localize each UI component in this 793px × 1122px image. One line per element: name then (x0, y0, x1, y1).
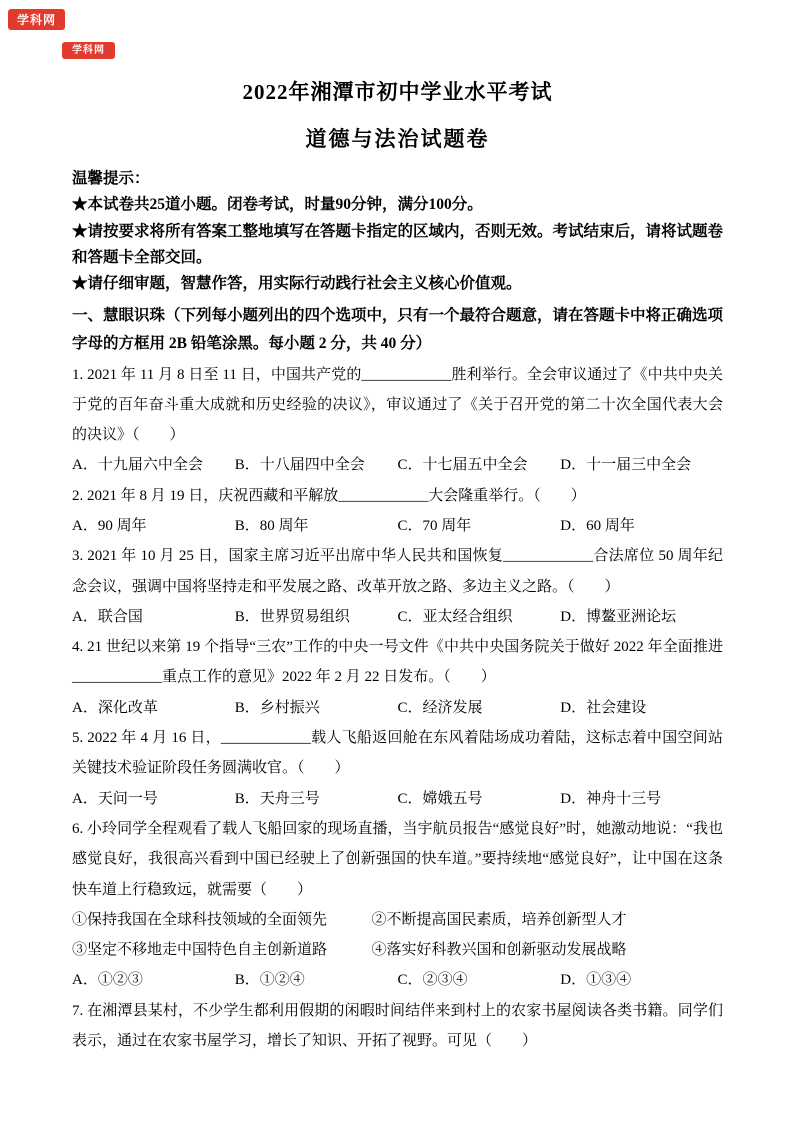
question-6-subitems-1 (72, 905, 723, 935)
exam-subtitle: 道德与法治试题卷 (305, 127, 490, 151)
notice-block (72, 166, 723, 298)
question-2-options (72, 511, 723, 541)
option-a: A．十九届六中全会 (72, 457, 203, 474)
question-6-stem: 6. 小玲同学全程观看了载人飞船回家的现场直播，当宇航员报告“感觉良好”时，她激动地说：“我也感觉良好，我很高兴看到中国已经驶上了创新强国的快车道。”要持续地“感觉良好”，让中国在这条快车道上行稳致远，就需要（ ） (72, 820, 723, 898)
option-c: C．70 周年 (397, 517, 472, 534)
option-b: B．80 周年 (234, 517, 309, 534)
option-a: A．联合国 (72, 608, 143, 625)
subitem-4: ④落实好科教兴国和创新驱动发展战略 (371, 942, 627, 959)
subitem-2: ②不断提高国民素质，培养创新型人才 (371, 911, 627, 928)
option-b: B．世界贸易组织 (234, 608, 350, 625)
section-heading: 一、慧眼识珠（下列每小题列出的四个选项中，只有一个最符合题意，请在答题卡中将正确选项字母的方框用 2B 铅笔涂黑。每小题 2 分，共 40 分） (72, 306, 724, 352)
option-d: D．60 周年 (560, 517, 635, 534)
option-d: D．神舟十三号 (560, 790, 662, 807)
question-2-stem: 2. 2021 年 8 月 19 日，庆祝西藏和平解放____________大会隆重举行。（ ） (72, 487, 586, 504)
option-c: C．亚太经合组织 (397, 608, 513, 625)
question-5-stem: 5. 2022 年 4 月 16 日，____________载人飞船返回舱在东风着陆场成功着陆，这标志着中国空间站关键技术验证阶段任务圆满收官。（ ） (72, 730, 723, 777)
option-c: C．十七届五中全会 (397, 457, 528, 474)
question-3 (72, 541, 723, 632)
option-b: B．乡村振兴 (234, 699, 320, 716)
option-c: C．经济发展 (397, 699, 483, 716)
option-d: D．博鳌亚洲论坛 (560, 608, 677, 625)
option-a: A．90 周年 (72, 517, 147, 534)
notice-heading: 温馨提示： (72, 170, 150, 187)
subitem-3: ③坚定不移地走中国特色自主创新道路 (72, 942, 328, 959)
question-3-stem: 3. 2021 年 10 月 25 日，国家主席习近平出席中华人民共和国恢复____________合法席位 50 周年纪念会议，强调中国将坚持走和平发展之路、改革开放之路、多边主义之路。（ ） (72, 548, 723, 595)
question-7 (72, 996, 723, 1057)
option-b: B．天舟三号 (234, 790, 320, 807)
question-5 (72, 723, 723, 814)
option-c: C．②③④ (397, 972, 468, 989)
question-3-options (72, 602, 723, 632)
subitem-1: ①保持我国在全球科技领域的全面领先 (72, 911, 328, 928)
question-1-stem: 1. 2021 年 11 月 8 日至 11 日，中国共产党的____________胜利举行。全会审议通过了《中共中央关于党的百年奋斗重大成就和历史经验的决议》，审议通过了《关于召开党的第二十次全国代表大会的决议》（ ） (72, 366, 723, 444)
questions-section (72, 360, 723, 1057)
option-d: D．社会建设 (560, 699, 647, 716)
question-2 (72, 481, 723, 542)
notice-item-3: ★请仔细审题，智慧作答，用实际行动践行社会主义核心价值观。 (72, 275, 522, 293)
option-d: D．十一届三中全会 (560, 457, 692, 474)
question-4-options (72, 693, 723, 723)
question-5-options (72, 784, 723, 814)
question-6-options (72, 965, 723, 995)
option-c: C．嫦娥五号 (397, 790, 483, 807)
exam-title: 2022年湘潭市初中学业水平考试 (242, 80, 553, 104)
option-b: B．①②④ (234, 972, 305, 989)
question-1-options (72, 450, 723, 480)
question-4-stem: 4. 21 世纪以来第 19 个指导“三农”工作的中央一号文件《中共中央国务院关于做好 2022 年全面推进____________重点工作的意见》2022 年 2 月 22 日发布。（ ） (72, 639, 723, 686)
notice-item-2: ★请按要求将所有答案工整地填写在答题卡指定的区域内，否则无效。考试结束后，请将试题卷和答题卡全部交回。 (72, 222, 724, 267)
red-stamp-secondary: 学科网 (62, 42, 115, 59)
option-a: A．①②③ (72, 972, 143, 989)
option-a: A．深化改革 (72, 699, 158, 716)
notice-item-1: ★本试卷共25道小题。闭卷考试，时量90分钟，满分100分。 (72, 196, 483, 214)
red-stamp-primary: 学科网 (8, 9, 65, 30)
question-6 (72, 814, 723, 996)
question-6-subitems-2 (72, 935, 723, 965)
option-d: D．①③④ (560, 972, 632, 989)
question-4 (72, 632, 723, 723)
option-b: B．十八届四中全会 (234, 457, 365, 474)
option-a: A．天问一号 (72, 790, 158, 807)
question-1 (72, 360, 723, 481)
question-7-stem: 7. 在湘潭县某村，不少学生都利用假期的闲暇时间结伴来到村上的农家书屋阅读各类书籍。同学们表示，通过在农家书屋学习，增长了知识、开拓了视野。可见（ ） (72, 1002, 723, 1050)
